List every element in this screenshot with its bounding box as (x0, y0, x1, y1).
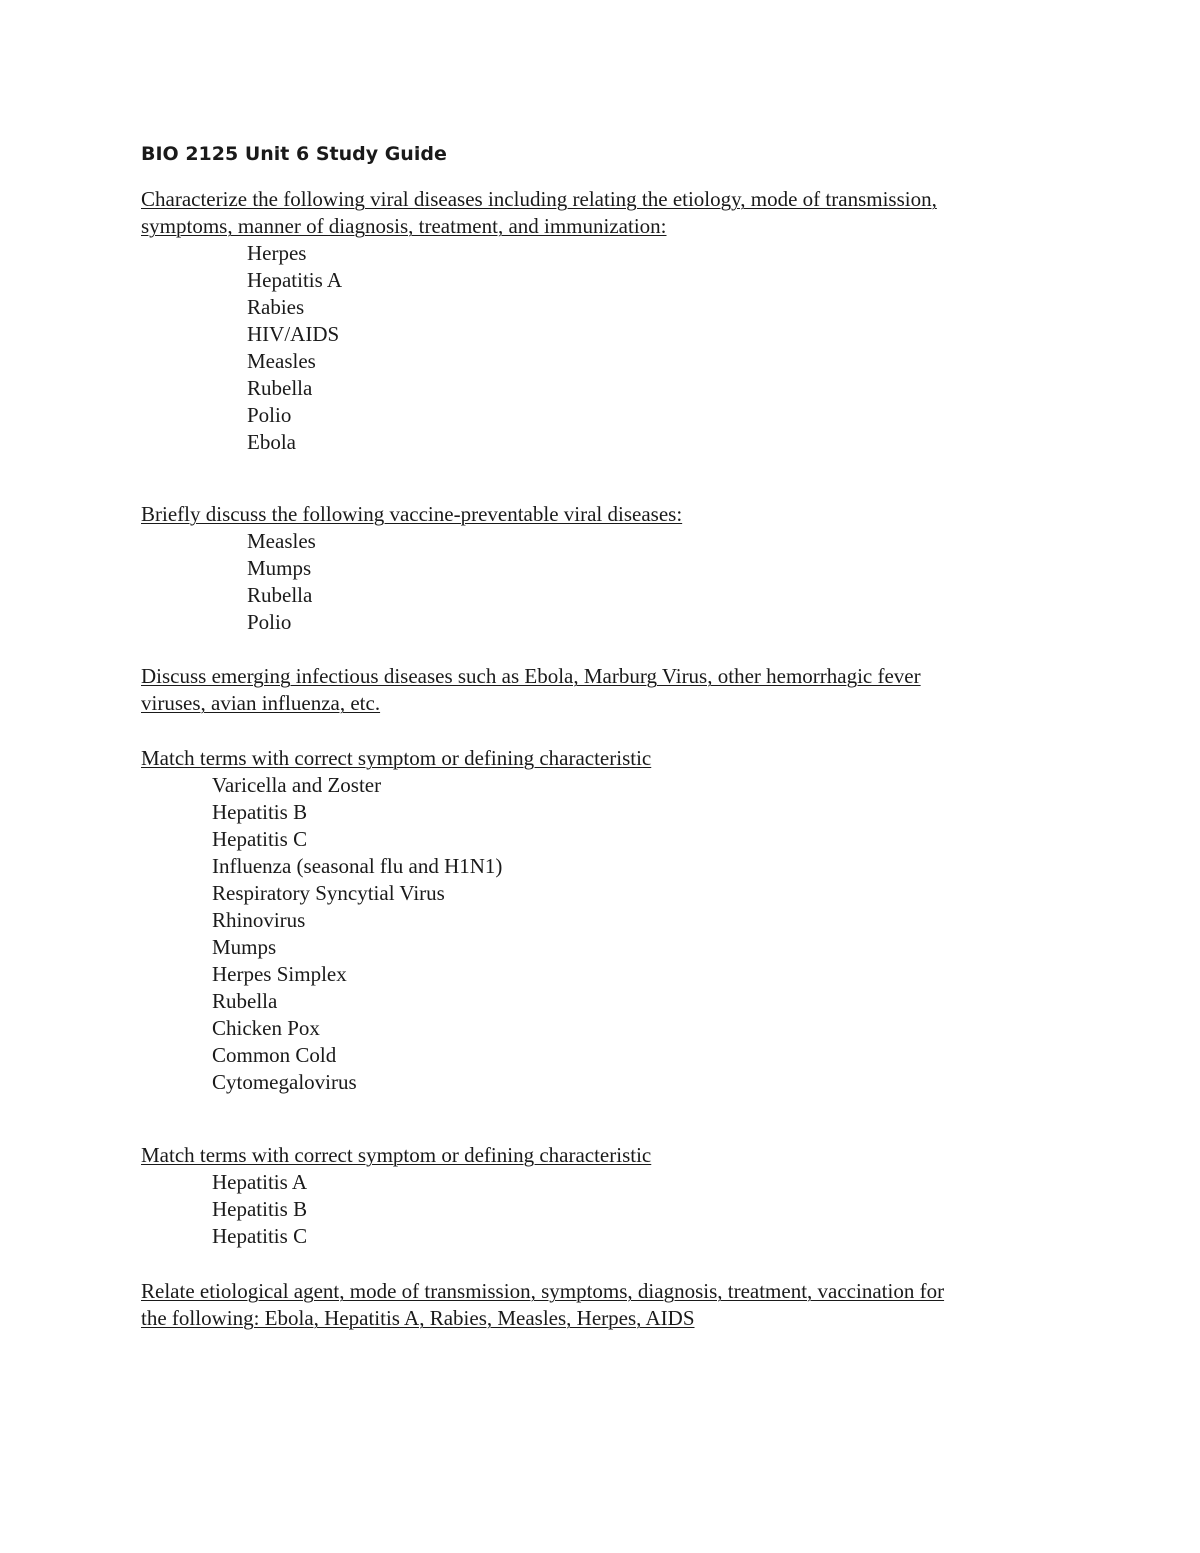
section1-item: Measles (247, 349, 316, 373)
section1-item: Polio (247, 403, 292, 427)
section5-item: Hepatitis B (212, 1197, 308, 1221)
section1-item: Rubella (247, 376, 313, 400)
section1-item: Rabies (247, 295, 305, 319)
section2-item: Measles (247, 529, 316, 553)
section4-item: Respiratory Syncytial Virus (212, 881, 445, 905)
section6-heading-line1: Relate etiological agent, mode of transmission, symptoms, diagnosis, treatment, vaccination for (141, 1279, 945, 1303)
section4-item: Hepatitis C (212, 827, 308, 851)
section2-item: Polio (247, 610, 292, 634)
section1-heading-line1: Characterize the following viral diseases including relating the etiology, mode of transmission, (141, 187, 937, 211)
section1-heading-line2: symptoms, manner of diagnosis, treatment, and immunization: (141, 214, 667, 238)
section5-heading: Match terms with correct symptom or defining characteristic (141, 1143, 652, 1167)
section5-item: Hepatitis C (212, 1224, 308, 1248)
section2-heading: Briefly discuss the following vaccine-preventable viral diseases: (141, 502, 683, 526)
section1-item: Herpes (247, 241, 307, 265)
section4-item: Varicella and Zoster (212, 773, 382, 797)
section4-item: Chicken Pox (212, 1016, 320, 1040)
section1-item: HIV/AIDS (247, 322, 340, 346)
section4-item: Common Cold (212, 1043, 337, 1067)
document-title: BIO 2125 Unit 6 Study Guide (141, 143, 447, 165)
section3-heading-line1: Discuss emerging infectious diseases such as Ebola, Marburg Virus, other hemorrhagic fever (141, 664, 921, 688)
section2-item: Mumps (247, 556, 312, 580)
section1-item: Ebola (247, 430, 296, 454)
section6-heading-line2: the following: Ebola, Hepatitis A, Rabies, Measles, Herpes, AIDS (141, 1306, 695, 1330)
section3-heading-line2: viruses, avian influenza, etc. (141, 691, 381, 715)
section5-item: Hepatitis A (212, 1170, 308, 1194)
section2-item: Rubella (247, 583, 313, 607)
section4-heading: Match terms with correct symptom or defining characteristic (141, 746, 652, 770)
section4-item: Rhinovirus (212, 908, 306, 932)
section4-item: Herpes Simplex (212, 962, 347, 986)
section4-item: Cytomegalovirus (212, 1070, 357, 1094)
section4-item: Influenza (seasonal flu and H1N1) (212, 854, 503, 878)
section4-item: Rubella (212, 989, 278, 1013)
section4-item: Hepatitis B (212, 800, 308, 824)
section1-item: Hepatitis A (247, 268, 343, 292)
section4-item: Mumps (212, 935, 277, 959)
